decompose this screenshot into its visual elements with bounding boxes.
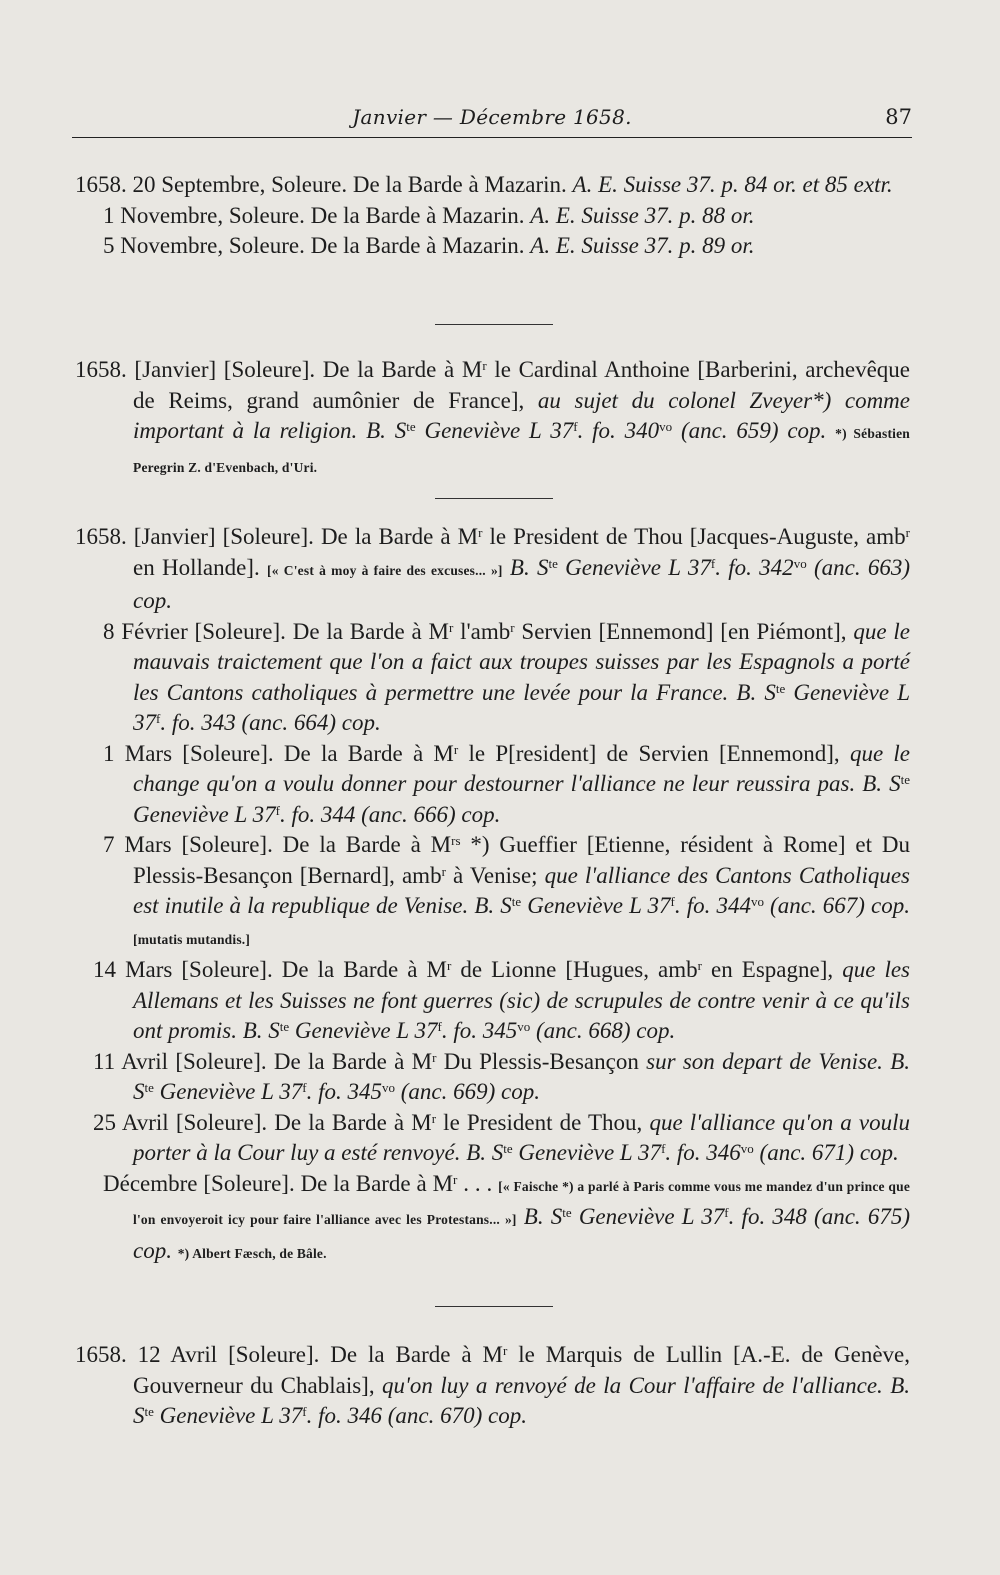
- superscript: r: [502, 1343, 508, 1358]
- entry-text: Novembre, Soleure. De la Barde à Mazarin.: [120, 233, 525, 258]
- superscript: f: [302, 1080, 307, 1095]
- entry-reference: Geneviève L 37: [415, 418, 574, 443]
- superscript: f: [302, 1404, 307, 1419]
- entry: [75, 522, 910, 617]
- superscript: te: [279, 1019, 290, 1034]
- entry-reference: Geneviève L 37: [557, 554, 711, 580]
- superscript: te: [503, 1141, 513, 1156]
- entry: [75, 1047, 910, 1108]
- superscript: te: [144, 1404, 154, 1419]
- entry-summary: qu'on luy a renvoyé de la Cour l'affaire de l'alliance. B. S: [133, 1372, 911, 1428]
- superscript: f: [156, 711, 161, 726]
- running-title: Janvier — Décembre 1658.: [352, 105, 632, 129]
- section-4: [75, 1340, 910, 1432]
- entry-text: Février [Soleure]. De la Barde à M: [121, 618, 449, 644]
- superscript: vo: [750, 894, 764, 909]
- entry: [75, 1108, 910, 1169]
- superscript: r: [453, 741, 459, 757]
- footnote: [mutatis mutandis.]: [133, 931, 251, 947]
- entry-reference: Geneviève L 37: [521, 893, 671, 918]
- superscript: r: [431, 1110, 437, 1126]
- entry-reference: . fo. 344 (anc. 666) cop.: [279, 801, 501, 827]
- entry-text: le Cardinal Anthoine [Barberini, archevêque de Reims, grand aumônier de France],: [133, 357, 911, 413]
- entry-text: le President de Thou,: [436, 1109, 643, 1135]
- superscript: te: [144, 1080, 154, 1095]
- entry-reference: Geneviève L 37: [153, 1403, 303, 1428]
- superscript: f: [437, 1019, 442, 1034]
- entry-reference: B. S: [523, 1204, 563, 1229]
- superscript: vo: [517, 1019, 531, 1034]
- superscript: te: [900, 772, 910, 787]
- entry-text: Mars [Soleure]. De la Barde à M: [125, 957, 447, 982]
- entry-reference: (anc. 668) cop.: [530, 1018, 676, 1043]
- entry-date: 14: [93, 957, 116, 982]
- entry: [75, 170, 910, 201]
- entry-reference: (anc. 659) cop.: [680, 418, 827, 443]
- entry-text: le P[resident] de Servien [Ennemond],: [458, 740, 840, 766]
- section-divider: [435, 498, 553, 499]
- entry-reference: (anc. 671) cop.: [753, 1140, 899, 1165]
- section-3: [75, 522, 910, 1269]
- section-1: [75, 170, 910, 262]
- superscript: r: [446, 958, 452, 973]
- superscript: vo: [793, 555, 807, 571]
- entry-text: Novembre, Soleure. De la Barde à Mazarin.: [120, 202, 525, 228]
- entry-date: 1658. 20: [75, 172, 156, 197]
- entry-reference: . fo. 345: [441, 1018, 518, 1043]
- section-divider: [435, 324, 553, 325]
- entry: [75, 1340, 910, 1432]
- quotation: [« C'est à moy à faire des excuses... »]: [267, 562, 503, 578]
- entry-text: Mars [Soleure]. De la Barde à M: [124, 832, 452, 857]
- superscript: te: [406, 419, 416, 434]
- entry-text: le Marquis de Lullin [A.-E. de Genève, Gouverneur du Chablais],: [133, 1342, 911, 1398]
- entry: [75, 617, 910, 739]
- entry: [75, 830, 910, 955]
- entry-date: 25: [93, 1109, 116, 1135]
- entry-summary: au sujet du colonel Zveyer*) comme important à la religion. B. S: [133, 387, 910, 443]
- entry-reference: Geneviève L 37: [289, 1018, 438, 1043]
- entry-reference: . fo. 346 (anc. 670) cop.: [306, 1403, 528, 1428]
- superscript: te: [562, 1205, 572, 1220]
- entry-reference: . fo. 343 (anc. 664) cop.: [160, 710, 381, 735]
- entry-date: 1658. 12: [75, 1342, 161, 1367]
- entry-reference: . fo. 342: [715, 554, 794, 580]
- entry-reference: A. E. Suisse 37. p. 84 or. et 85 extr.: [572, 172, 893, 197]
- entry-text: Avril [Soleure]. De la Barde à M: [170, 1342, 503, 1367]
- entry-date: 7: [103, 832, 115, 857]
- superscript: r: [432, 1049, 437, 1065]
- entry-summary: que l'alliance qu'on a voulu porter à la Cour luy a esté renvoyé. B. S: [133, 1109, 911, 1165]
- entry-text: le President de Thou [Jacques-Auguste, amb: [482, 524, 906, 549]
- superscript: te: [775, 680, 786, 696]
- entry-reference: (anc. 667) cop.: [763, 893, 910, 918]
- entry-reference: (anc. 663) cop.: [133, 554, 911, 613]
- entry-reference: Geneviève L 37: [571, 1204, 725, 1229]
- page-number: 87: [885, 105, 912, 129]
- entry-reference: . fo. 340: [577, 418, 660, 443]
- entry-text: à Venise;: [445, 862, 538, 888]
- entry-text: . . .: [457, 1170, 493, 1196]
- entry-reference: . fo. 345: [306, 1079, 383, 1104]
- entry-reference: Geneviève L 37: [153, 1079, 303, 1104]
- entry: [75, 739, 910, 831]
- entry: [75, 1169, 910, 1270]
- entry-date: 1658.: [75, 357, 127, 382]
- superscript: r: [453, 1171, 458, 1187]
- entry-text: Du Plessis-Besançon: [436, 1048, 639, 1074]
- entry-text: Décembre [Soleure]. De la Barde à M: [103, 1170, 454, 1196]
- entry-reference: . fo. 346: [665, 1140, 741, 1165]
- entry-reference: . fo. 348 (anc. 675) cop.: [133, 1204, 910, 1263]
- entry-text: en Espagne],: [702, 957, 834, 982]
- superscript: f: [710, 555, 716, 571]
- section-divider: [435, 1306, 553, 1307]
- entry: [75, 231, 910, 262]
- page-header: [72, 105, 912, 138]
- entry-text: Mars [Soleure]. De la Barde à M: [124, 740, 454, 766]
- superscript: te: [511, 894, 522, 909]
- entry-summary: que le change qu'on a voulu donner pour destourner l'alliance ne leur reussira pas. B. S: [133, 740, 911, 796]
- superscript: f: [573, 419, 578, 434]
- superscript: f: [724, 1205, 729, 1220]
- entry-text: Servien [Ennemond] [en Piémont],: [514, 618, 847, 644]
- superscript: f: [275, 802, 280, 818]
- superscript: f: [670, 894, 675, 909]
- entry-date: 1658.: [75, 524, 127, 549]
- entry-date: 8: [103, 618, 115, 644]
- entry-text: [Janvier] [Soleure]. De la Barde à M: [134, 357, 483, 382]
- entry-text: *) Gueffier [Etienne, résident à Rome] et Du Plessis-Besançon [Bernard], amb: [133, 832, 910, 888]
- entry-summary: sur son depart de Venise. B. S: [133, 1048, 911, 1104]
- entry-date: 1: [103, 740, 115, 766]
- superscript: f: [661, 1141, 666, 1156]
- entry-reference: Geneviève L 37: [512, 1140, 662, 1165]
- superscript: vo: [740, 1141, 754, 1156]
- entry-reference: B. S: [509, 554, 549, 580]
- entry-text: de Lionne [Hugues, amb: [451, 957, 698, 982]
- entry-reference: Geneviève L 37: [133, 679, 911, 735]
- superscript: vo: [382, 1080, 396, 1095]
- entry-summary: que le mauvais traictement que l'on a faict aux troupes suisses par les Espagnols a porté les Cantons catholiques à permettre une levée pour la France. B. S: [133, 618, 911, 705]
- superscript: vo: [659, 419, 673, 434]
- entry-text: en Hollande].: [133, 554, 260, 580]
- footnote: *) Sébastien Peregrin Z. d'Evenbach, d'Uri.: [133, 426, 910, 475]
- entry-text: Septembre, Soleure. De la Barde à Mazarin.: [161, 172, 567, 197]
- entry-text: Avril [Soleure]. De la Barde à M: [121, 1048, 433, 1074]
- entry-text: l'amb: [453, 618, 511, 644]
- entry: [75, 955, 910, 1047]
- superscript: r: [478, 525, 483, 540]
- section-2: [75, 355, 910, 483]
- entry-reference: A. E. Suisse 37. p. 88 or.: [530, 202, 755, 228]
- superscript: te: [548, 555, 558, 571]
- entry-summary: que l'alliance des Cantons Catholiques est inutile à la republique de Venise. B. S: [133, 862, 910, 918]
- superscript: r: [510, 619, 515, 635]
- entry-reference: . fo. 344: [674, 893, 751, 918]
- superscript: r: [448, 619, 454, 635]
- superscript: r: [441, 863, 446, 879]
- entry: [75, 201, 910, 232]
- entry-reference: Geneviève L 37: [133, 801, 276, 827]
- superscript: r: [482, 358, 487, 373]
- entry-reference: (anc. 669) cop.: [395, 1079, 541, 1104]
- entry-date: 1: [103, 202, 115, 228]
- footnote: *) Albert Fæsch, de Bâle.: [177, 1245, 327, 1261]
- superscript: r: [697, 958, 702, 973]
- entry-reference: A. E. Suisse 37. p. 89 or.: [530, 233, 755, 258]
- quotation: [« Faische *) a parlé à Paris comme vous me mandez d'un prince que l'on envoyeroit icy pour faire l'alliance avec les Protestans... »]: [133, 1178, 911, 1227]
- entry-summary: que les Allemans et les Suisses ne font guerres (sic) de scrupules de contre venir à ce qu'ils ont promis. B. S: [133, 957, 911, 1043]
- entry-text: Avril [Soleure]. De la Barde à M: [121, 1109, 432, 1135]
- entry-text: [Janvier] [Soleure]. De la Barde à M: [133, 524, 479, 549]
- entry: [75, 355, 910, 483]
- entry-date: 5: [103, 233, 115, 258]
- entry-date: 11: [93, 1048, 116, 1074]
- superscript: r: [905, 525, 910, 540]
- superscript: rs: [451, 833, 461, 848]
